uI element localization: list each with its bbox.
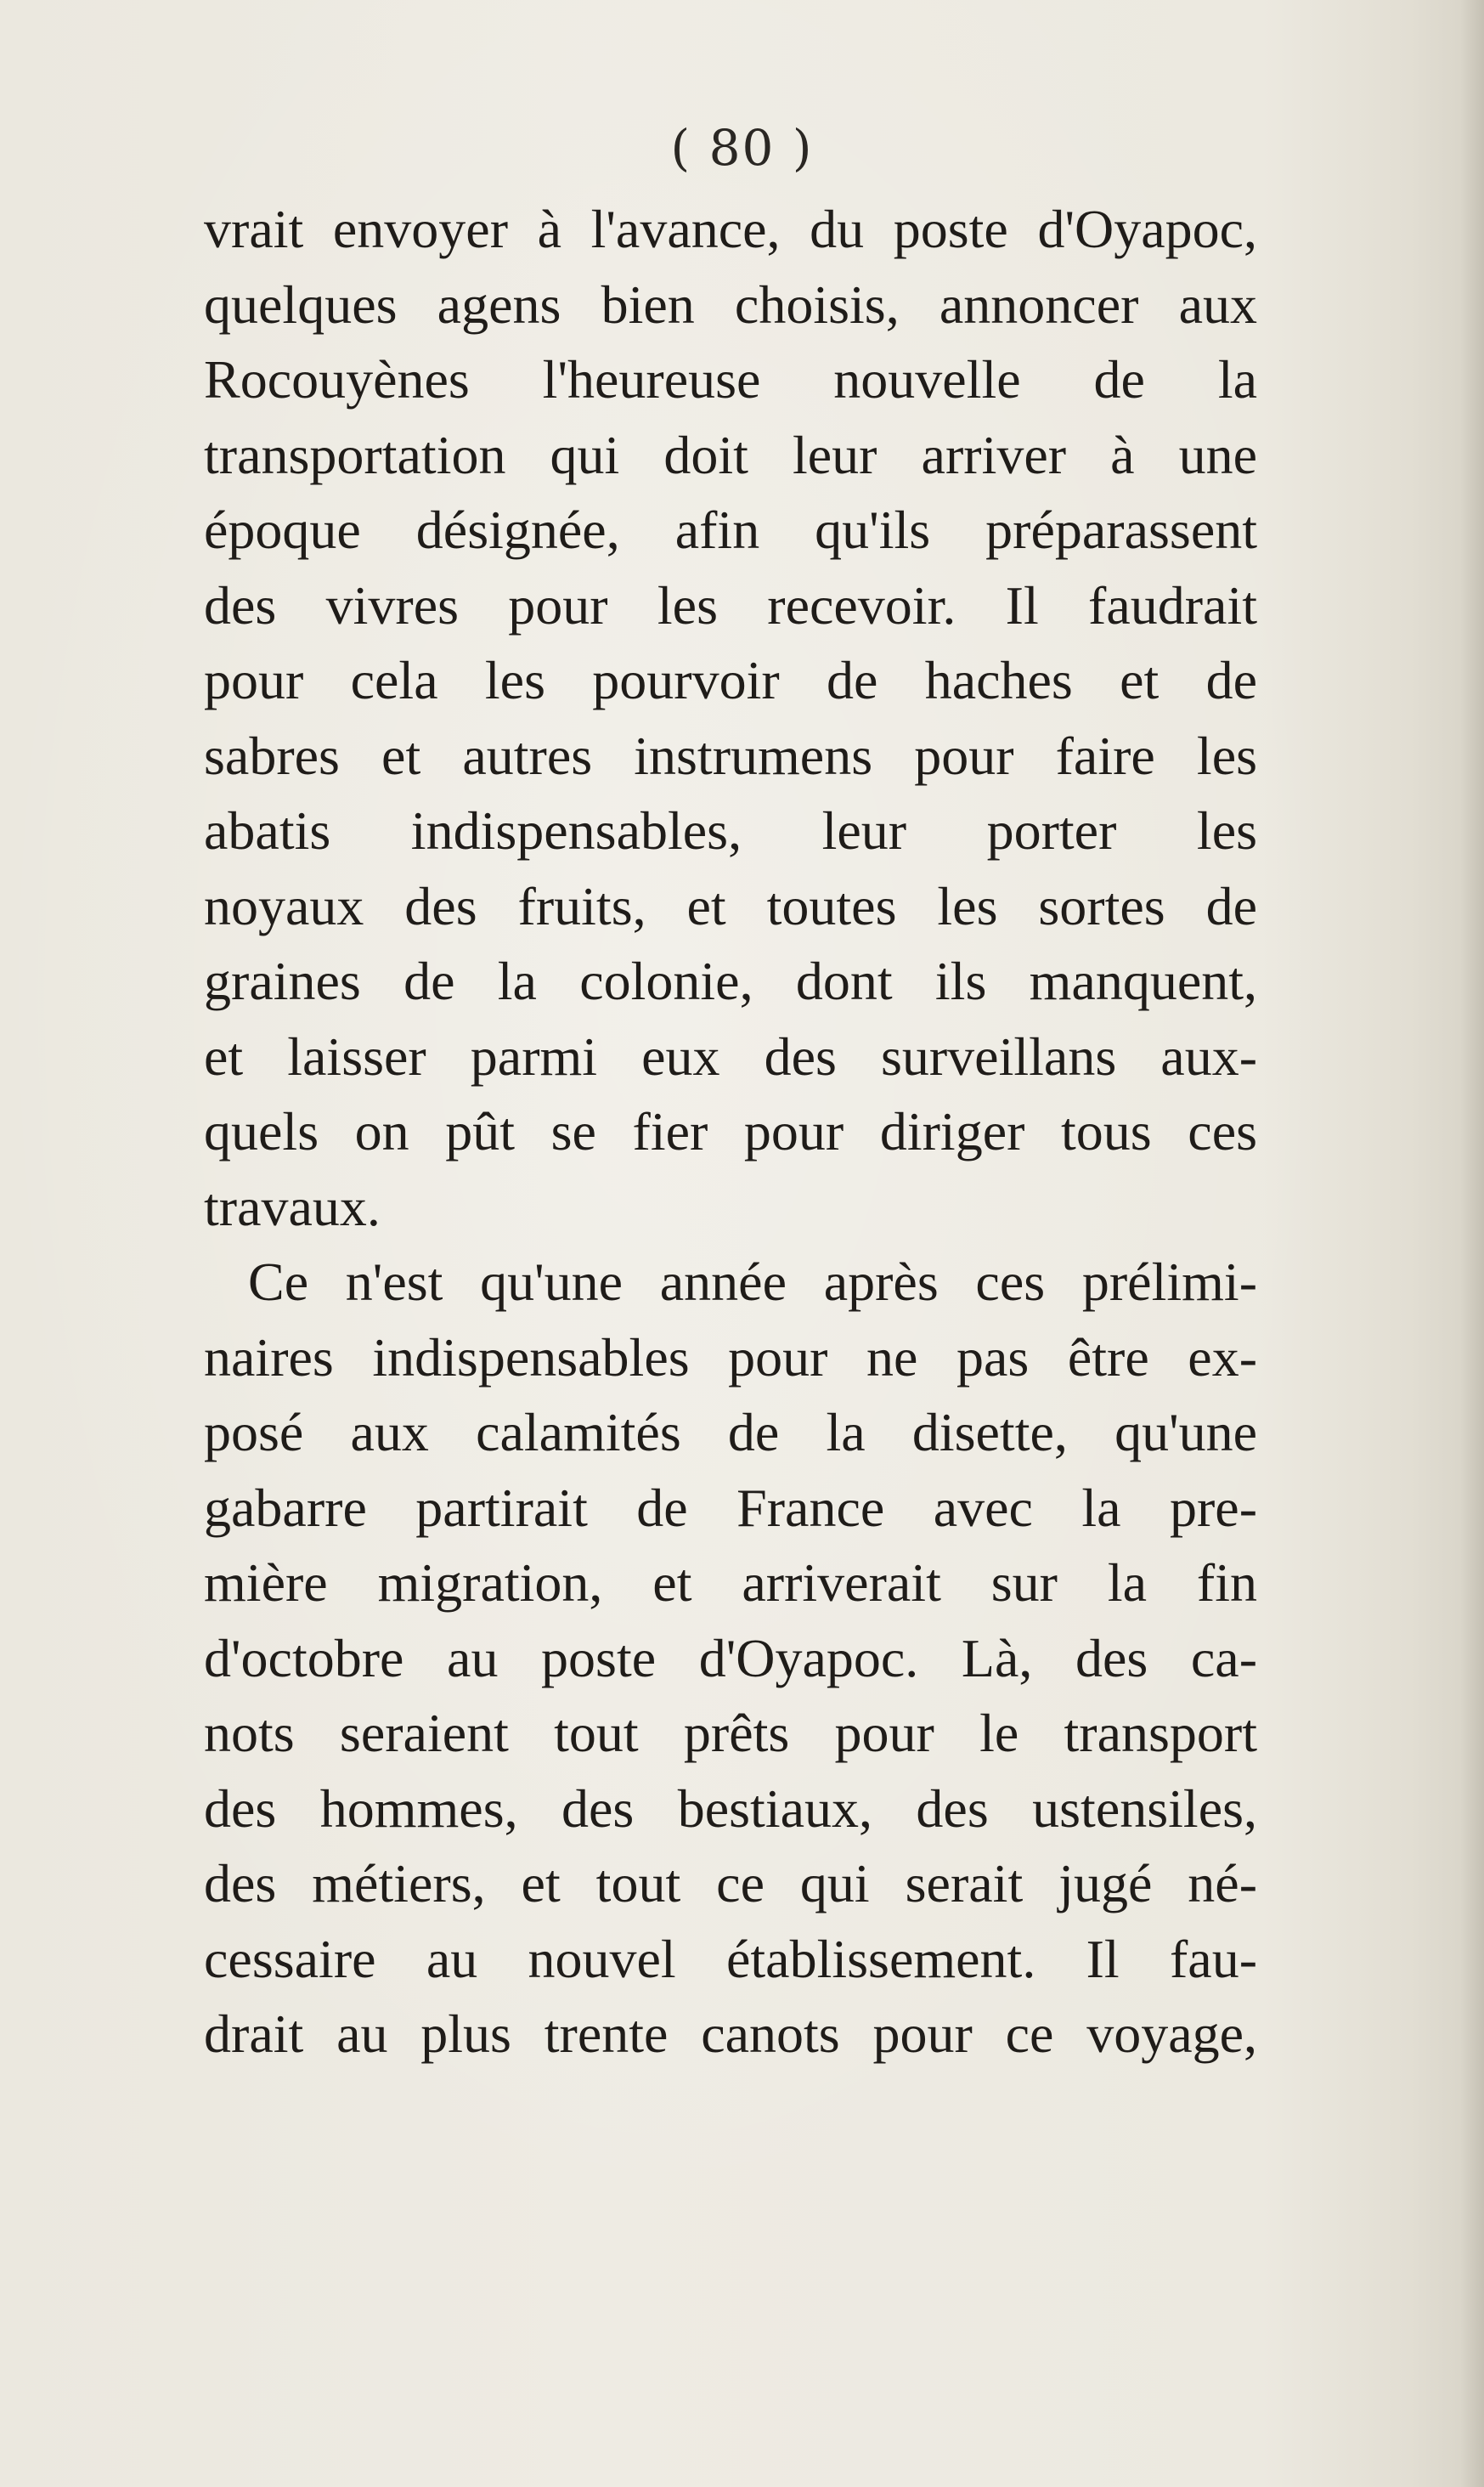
text-line: gabarre partirait de France avec la pre- — [204, 1477, 1257, 1538]
page-edge-shadow — [1460, 0, 1484, 2487]
text-line: des métiers, et tout ce qui serait jugé né- — [204, 1853, 1257, 1913]
text-line: d'octobre au poste d'Oyapoc. Là, des ca- — [204, 1627, 1257, 1688]
text-line: quelques agens bien choisis, annoncer aux — [204, 274, 1257, 335]
text-line: Ce n'est qu'une année après ces prélimi- — [248, 1252, 1257, 1312]
text-line: noyaux des fruits, et toutes les sortes de — [204, 875, 1257, 936]
text-line: posé aux calamités de la disette, qu'une — [204, 1402, 1257, 1462]
text-line: abatis indispensables, leur porter les — [204, 800, 1257, 861]
text-line: quels on pût se fier pour diriger tous ces — [204, 1101, 1257, 1162]
text-line: des vivres pour les recevoir. Il faudrait — [204, 574, 1257, 636]
body-text — [204, 192, 1257, 2072]
paragraph-1 — [204, 192, 1257, 1245]
text-line: Rocouyènes l'heureuse nouvelle de la — [204, 349, 1257, 410]
text-line: drait au plus trente canots pour ce voyage, — [204, 2004, 1257, 2064]
text-line: naires indispensables pour ne pas être ex- — [204, 1326, 1257, 1388]
text-line: des hommes, des bestiaux, des ustensiles, — [204, 1778, 1257, 1839]
text-line: graines de la colonie, dont ils manquent, — [204, 951, 1257, 1011]
text-line: mière migration, et arriverait sur la fin — [204, 1552, 1257, 1613]
paragraph-2 — [204, 1245, 1257, 2072]
text-line: cessaire au nouvel établissement. Il fau- — [204, 1928, 1257, 1989]
text-line: pour cela les pourvoir de haches et de — [204, 650, 1257, 710]
text-line: travaux. — [204, 1176, 381, 1237]
text-line: nots seraient tout prêts pour le transport — [204, 1703, 1257, 1763]
text-line: sabres et autres instrumens pour faire les — [204, 725, 1257, 786]
text-line: transportation qui doit leur arriver à une — [204, 424, 1257, 485]
text-line: et laisser parmi eux des surveillans aux- — [204, 1026, 1257, 1087]
text-line: époque désignée, afin qu'ils préparassent — [204, 500, 1257, 560]
page-number: ( 80 ) — [670, 119, 814, 177]
text-line: vrait envoyer à l'avance, du poste d'Oyapoc, — [204, 199, 1257, 259]
